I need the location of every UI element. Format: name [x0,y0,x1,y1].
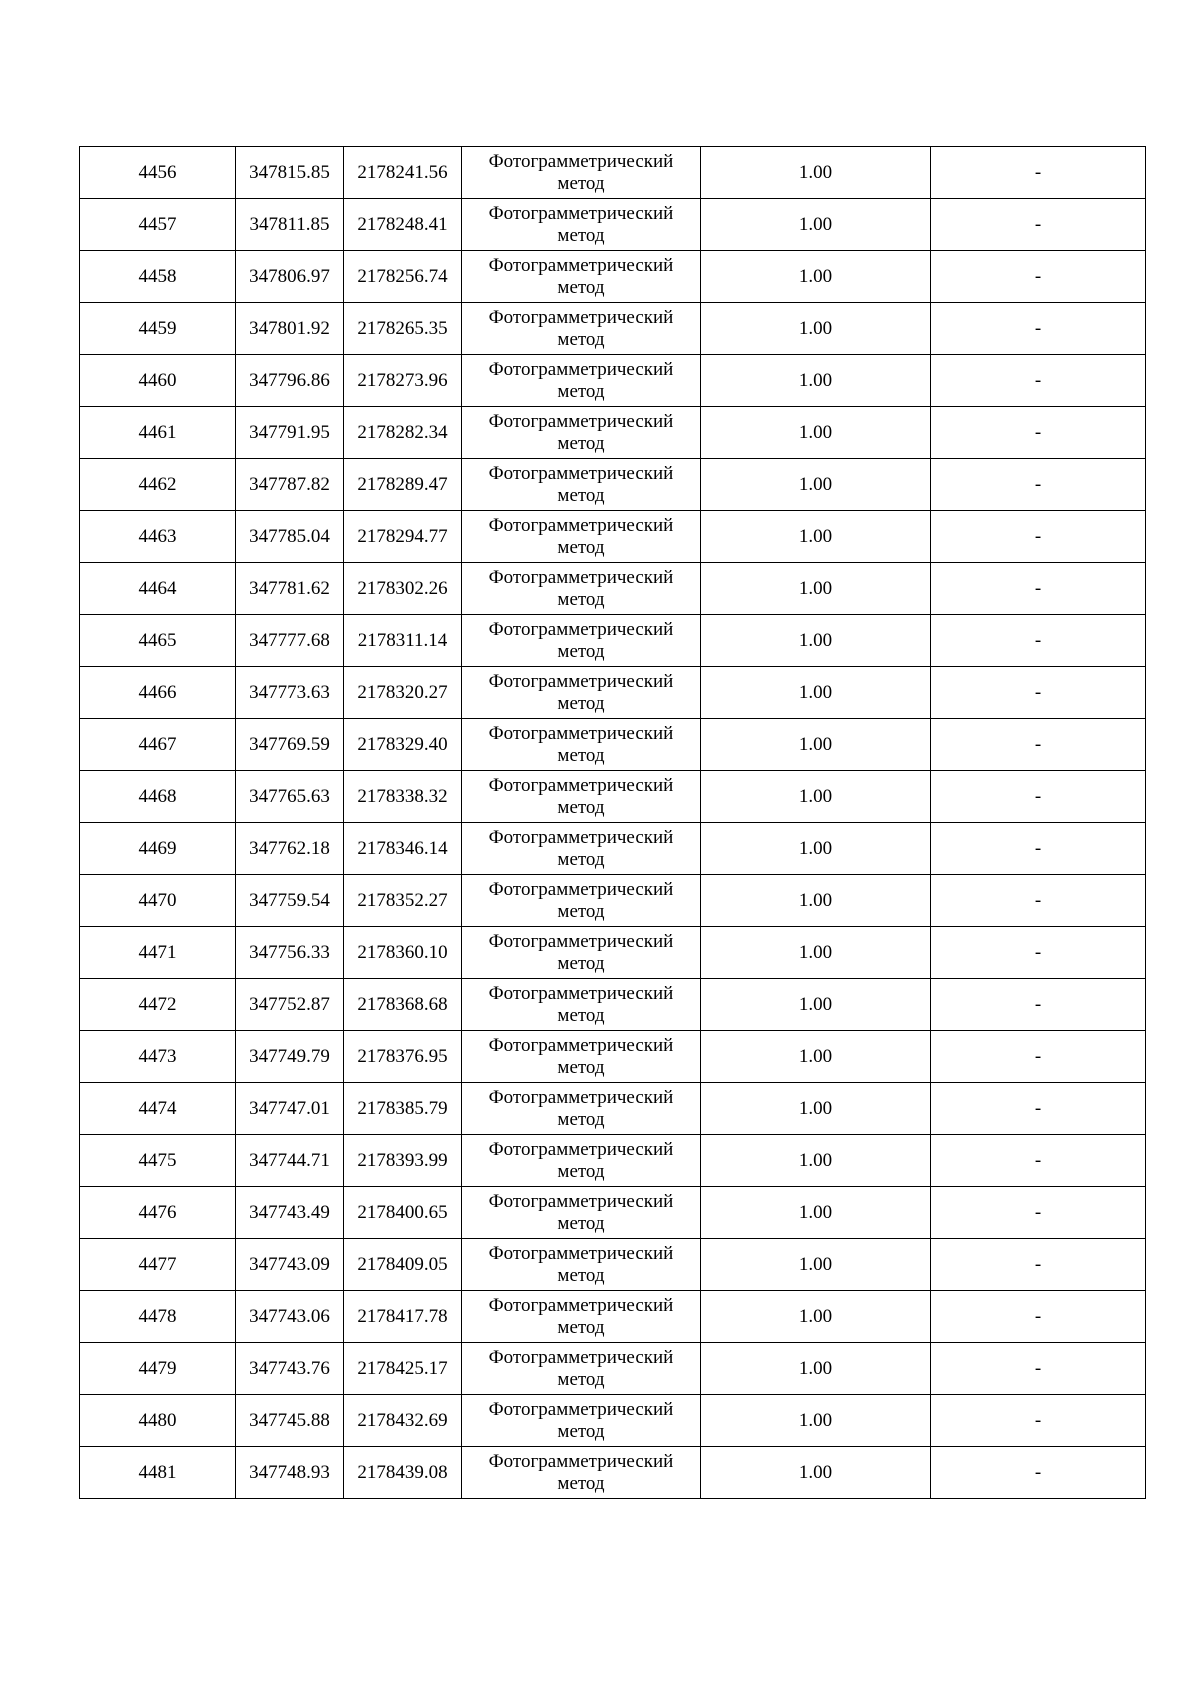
y-coordinate-cell: 2178241.56 [344,147,462,199]
y-coordinate-cell: 2178385.79 [344,1083,462,1135]
method-text-line: Фотограмметрический [488,358,674,380]
table-row [80,927,1146,979]
accuracy-cell: 1.00 [701,875,931,927]
y-coordinate-cell: 2178368.68 [344,979,462,1031]
method-text-line: метод [557,1004,605,1026]
method-text-line: Фотограмметрический [488,410,674,432]
method-text-line: метод [557,952,605,974]
y-coordinate-cell: 2178432.69 [344,1395,462,1447]
point-number-cell: 4461 [80,407,236,459]
accuracy-cell: 1.00 [701,1291,931,1343]
method-text-line: Фотограмметрический [488,1450,674,1472]
point-number-cell: 4465 [80,615,236,667]
method-text-line: Фотограмметрический [488,306,674,328]
method-cell [462,511,701,563]
method-cell [462,1447,701,1499]
accuracy-cell: 1.00 [701,823,931,875]
method-cell [462,199,701,251]
accuracy-cell: 1.00 [701,615,931,667]
note-cell: - [931,355,1146,407]
y-coordinate-cell: 2178360.10 [344,927,462,979]
table-row [80,1083,1146,1135]
accuracy-cell: 1.00 [701,1395,931,1447]
method-text-line: метод [557,1056,605,1078]
note-cell: - [931,1083,1146,1135]
table-row [80,1031,1146,1083]
method-cell [462,667,701,719]
point-number-cell: 4475 [80,1135,236,1187]
x-coordinate-cell: 347743.49 [236,1187,344,1239]
y-coordinate-cell: 2178376.95 [344,1031,462,1083]
method-cell [462,1187,701,1239]
table-row [80,1291,1146,1343]
method-text-line: метод [557,796,605,818]
method-cell [462,823,701,875]
table-row [80,355,1146,407]
accuracy-cell: 1.00 [701,459,931,511]
accuracy-cell: 1.00 [701,1239,931,1291]
x-coordinate-cell: 347743.76 [236,1343,344,1395]
y-coordinate-cell: 2178265.35 [344,303,462,355]
table-row [80,979,1146,1031]
method-text-line: Фотограмметрический [488,1294,674,1316]
point-number-cell: 4463 [80,511,236,563]
accuracy-cell: 1.00 [701,407,931,459]
point-number-cell: 4466 [80,667,236,719]
table-row [80,615,1146,667]
method-cell [462,147,701,199]
method-text-line: Фотограмметрический [488,1138,674,1160]
x-coordinate-cell: 347806.97 [236,251,344,303]
method-text-line: Фотограмметрический [488,462,674,484]
note-cell: - [931,719,1146,771]
method-text-line: метод [557,1420,605,1442]
x-coordinate-cell: 347815.85 [236,147,344,199]
accuracy-cell: 1.00 [701,1083,931,1135]
accuracy-cell: 1.00 [701,251,931,303]
method-text-line: Фотограмметрический [488,1346,674,1368]
x-coordinate-cell: 347748.93 [236,1447,344,1499]
method-text-line: Фотограмметрический [488,982,674,1004]
point-number-cell: 4473 [80,1031,236,1083]
method-text-line: метод [557,328,605,350]
y-coordinate-cell: 2178311.14 [344,615,462,667]
method-cell [462,719,701,771]
method-text-line: метод [557,224,605,246]
method-text-line: Фотограмметрический [488,878,674,900]
x-coordinate-cell: 347787.82 [236,459,344,511]
coordinates-table-body [80,147,1146,1499]
point-number-cell: 4480 [80,1395,236,1447]
method-text-line: метод [557,432,605,454]
note-cell: - [931,1031,1146,1083]
point-number-cell: 4459 [80,303,236,355]
method-text-line: метод [557,692,605,714]
y-coordinate-cell: 2178439.08 [344,1447,462,1499]
method-cell [462,459,701,511]
y-coordinate-cell: 2178346.14 [344,823,462,875]
table-row [80,667,1146,719]
accuracy-cell: 1.00 [701,511,931,563]
method-cell [462,1135,701,1187]
method-text-line: метод [557,172,605,194]
table-row [80,199,1146,251]
point-number-cell: 4478 [80,1291,236,1343]
coordinates-table [79,146,1146,1499]
method-text-line: Фотограмметрический [488,566,674,588]
x-coordinate-cell: 347777.68 [236,615,344,667]
note-cell: - [931,199,1146,251]
point-number-cell: 4471 [80,927,236,979]
method-text-line: метод [557,380,605,402]
y-coordinate-cell: 2178302.26 [344,563,462,615]
point-number-cell: 4462 [80,459,236,511]
method-text-line: метод [557,640,605,662]
table-row [80,511,1146,563]
method-text-line: метод [557,1108,605,1130]
point-number-cell: 4467 [80,719,236,771]
table-row [80,823,1146,875]
point-number-cell: 4474 [80,1083,236,1135]
method-cell [462,615,701,667]
accuracy-cell: 1.00 [701,303,931,355]
method-text-line: метод [557,1316,605,1338]
accuracy-cell: 1.00 [701,1187,931,1239]
accuracy-cell: 1.00 [701,771,931,823]
accuracy-cell: 1.00 [701,979,931,1031]
note-cell: - [931,823,1146,875]
x-coordinate-cell: 347744.71 [236,1135,344,1187]
y-coordinate-cell: 2178320.27 [344,667,462,719]
note-cell: - [931,927,1146,979]
method-cell [462,1343,701,1395]
x-coordinate-cell: 347756.33 [236,927,344,979]
table-row [80,1395,1146,1447]
note-cell: - [931,1239,1146,1291]
point-number-cell: 4472 [80,979,236,1031]
method-cell [462,771,701,823]
point-number-cell: 4481 [80,1447,236,1499]
method-text-line: Фотограмметрический [488,1242,674,1264]
method-text-line: метод [557,744,605,766]
x-coordinate-cell: 347743.09 [236,1239,344,1291]
method-text-line: метод [557,848,605,870]
method-text-line: Фотограмметрический [488,1086,674,1108]
method-cell [462,979,701,1031]
y-coordinate-cell: 2178393.99 [344,1135,462,1187]
method-text-line: Фотограмметрический [488,254,674,276]
y-coordinate-cell: 2178289.47 [344,459,462,511]
method-cell [462,875,701,927]
accuracy-cell: 1.00 [701,199,931,251]
x-coordinate-cell: 347785.04 [236,511,344,563]
table-row [80,407,1146,459]
method-text-line: метод [557,1472,605,1494]
method-cell [462,563,701,615]
table-row [80,147,1146,199]
note-cell: - [931,615,1146,667]
accuracy-cell: 1.00 [701,563,931,615]
table-row [80,1447,1146,1499]
y-coordinate-cell: 2178425.17 [344,1343,462,1395]
table-row [80,563,1146,615]
note-cell: - [931,459,1146,511]
x-coordinate-cell: 347745.88 [236,1395,344,1447]
method-text-line: Фотограмметрический [488,774,674,796]
method-text-line: метод [557,1368,605,1390]
note-cell: - [931,1187,1146,1239]
point-number-cell: 4477 [80,1239,236,1291]
method-cell [462,303,701,355]
note-cell: - [931,1395,1146,1447]
y-coordinate-cell: 2178282.34 [344,407,462,459]
method-text-line: Фотограмметрический [488,514,674,536]
method-text-line: метод [557,276,605,298]
note-cell: - [931,407,1146,459]
method-text-line: Фотограмметрический [488,826,674,848]
point-number-cell: 4457 [80,199,236,251]
x-coordinate-cell: 347747.01 [236,1083,344,1135]
table-row [80,1239,1146,1291]
accuracy-cell: 1.00 [701,719,931,771]
y-coordinate-cell: 2178417.78 [344,1291,462,1343]
method-text-line: метод [557,536,605,558]
accuracy-cell: 1.00 [701,1031,931,1083]
x-coordinate-cell: 347743.06 [236,1291,344,1343]
note-cell: - [931,147,1146,199]
point-number-cell: 4468 [80,771,236,823]
table-row [80,303,1146,355]
accuracy-cell: 1.00 [701,1447,931,1499]
x-coordinate-cell: 347773.63 [236,667,344,719]
point-number-cell: 4469 [80,823,236,875]
method-text-line: Фотограмметрический [488,150,674,172]
point-number-cell: 4464 [80,563,236,615]
table-row [80,1343,1146,1395]
note-cell: - [931,667,1146,719]
note-cell: - [931,875,1146,927]
point-number-cell: 4470 [80,875,236,927]
method-cell [462,251,701,303]
accuracy-cell: 1.00 [701,147,931,199]
table-row [80,459,1146,511]
accuracy-cell: 1.00 [701,667,931,719]
note-cell: - [931,563,1146,615]
method-text-line: Фотограмметрический [488,722,674,744]
y-coordinate-cell: 2178400.65 [344,1187,462,1239]
y-coordinate-cell: 2178256.74 [344,251,462,303]
y-coordinate-cell: 2178409.05 [344,1239,462,1291]
method-text-line: Фотограмметрический [488,1034,674,1056]
note-cell: - [931,251,1146,303]
y-coordinate-cell: 2178273.96 [344,355,462,407]
y-coordinate-cell: 2178248.41 [344,199,462,251]
method-cell [462,927,701,979]
note-cell: - [931,1447,1146,1499]
method-cell [462,1239,701,1291]
table-row [80,251,1146,303]
method-text-line: метод [557,588,605,610]
point-number-cell: 4479 [80,1343,236,1395]
method-text-line: Фотограмметрический [488,618,674,640]
method-text-line: Фотограмметрический [488,930,674,952]
x-coordinate-cell: 347811.85 [236,199,344,251]
y-coordinate-cell: 2178338.32 [344,771,462,823]
x-coordinate-cell: 347749.79 [236,1031,344,1083]
method-text-line: Фотограмметрический [488,202,674,224]
x-coordinate-cell: 347796.86 [236,355,344,407]
note-cell: - [931,511,1146,563]
accuracy-cell: 1.00 [701,355,931,407]
table-row [80,771,1146,823]
x-coordinate-cell: 347769.59 [236,719,344,771]
note-cell: - [931,1135,1146,1187]
x-coordinate-cell: 347781.62 [236,563,344,615]
method-text-line: Фотограмметрический [488,1398,674,1420]
method-text-line: Фотограмметрический [488,670,674,692]
y-coordinate-cell: 2178329.40 [344,719,462,771]
x-coordinate-cell: 347762.18 [236,823,344,875]
x-coordinate-cell: 347759.54 [236,875,344,927]
method-cell [462,407,701,459]
method-text-line: метод [557,484,605,506]
note-cell: - [931,771,1146,823]
table-row [80,1187,1146,1239]
method-text-line: метод [557,1160,605,1182]
method-cell [462,1395,701,1447]
accuracy-cell: 1.00 [701,1343,931,1395]
method-text-line: метод [557,1264,605,1286]
x-coordinate-cell: 347765.63 [236,771,344,823]
table-row [80,1135,1146,1187]
point-number-cell: 4476 [80,1187,236,1239]
y-coordinate-cell: 2178352.27 [344,875,462,927]
point-number-cell: 4456 [80,147,236,199]
point-number-cell: 4458 [80,251,236,303]
y-coordinate-cell: 2178294.77 [344,511,462,563]
note-cell: - [931,1343,1146,1395]
method-cell [462,1291,701,1343]
method-text-line: метод [557,900,605,922]
table-row [80,719,1146,771]
accuracy-cell: 1.00 [701,927,931,979]
note-cell: - [931,979,1146,1031]
accuracy-cell: 1.00 [701,1135,931,1187]
method-text-line: Фотограмметрический [488,1190,674,1212]
table-row [80,875,1146,927]
method-cell [462,355,701,407]
point-number-cell: 4460 [80,355,236,407]
x-coordinate-cell: 347801.92 [236,303,344,355]
x-coordinate-cell: 347791.95 [236,407,344,459]
note-cell: - [931,303,1146,355]
method-cell [462,1083,701,1135]
method-cell [462,1031,701,1083]
note-cell: - [931,1291,1146,1343]
method-text-line: метод [557,1212,605,1234]
x-coordinate-cell: 347752.87 [236,979,344,1031]
